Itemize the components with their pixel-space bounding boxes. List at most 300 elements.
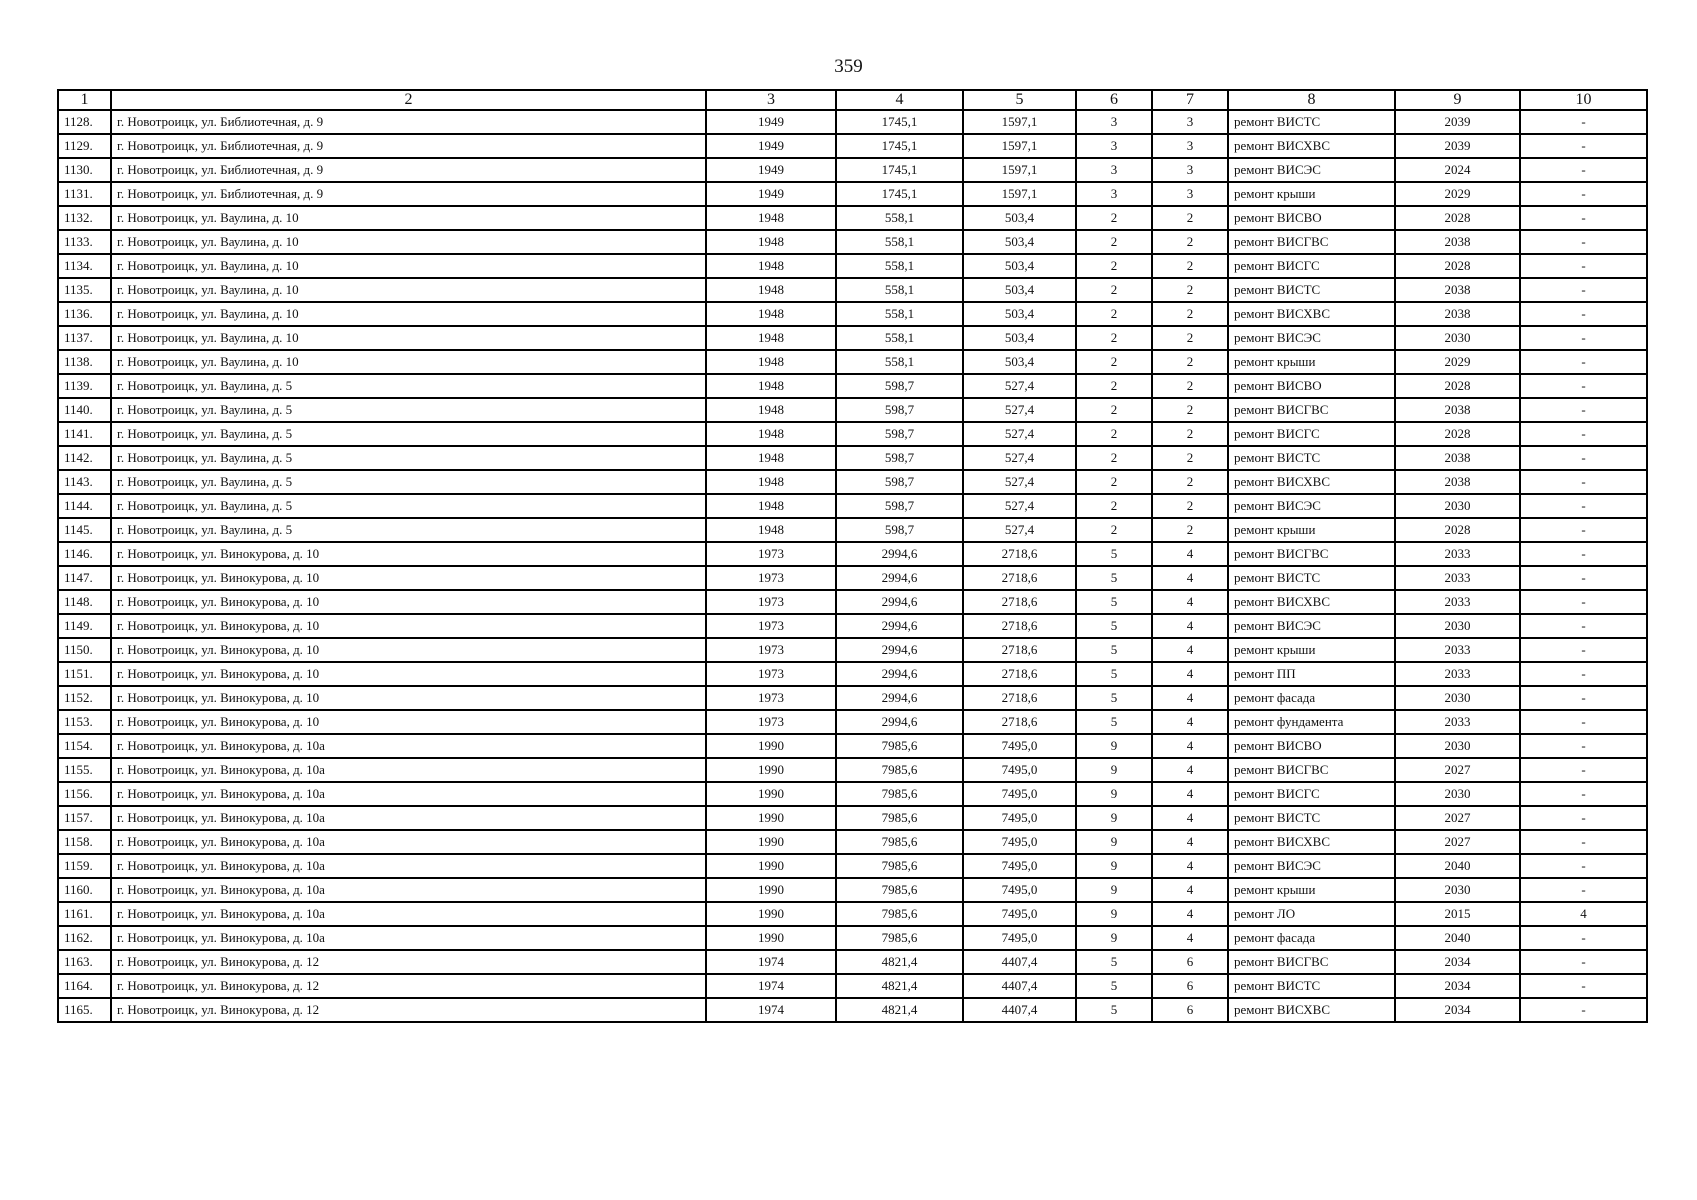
column-header: 7 bbox=[1152, 90, 1228, 110]
planned-year-cell: 2034 bbox=[1395, 998, 1520, 1022]
column-10-value-cell: - bbox=[1520, 206, 1647, 230]
column-10-value-cell: - bbox=[1520, 230, 1647, 254]
row-number-cell: 1152. bbox=[58, 686, 111, 710]
table-body bbox=[58, 110, 1647, 1022]
total-area-cell: 1745,1 bbox=[836, 134, 963, 158]
column-header: 5 bbox=[963, 90, 1076, 110]
floors-cell: 3 bbox=[1076, 110, 1152, 134]
row-number-cell: 1155. bbox=[58, 758, 111, 782]
total-area-cell: 2994,6 bbox=[836, 566, 963, 590]
total-area-cell: 7985,6 bbox=[836, 734, 963, 758]
living-area-cell: 2718,6 bbox=[963, 710, 1076, 734]
year-built-cell: 1948 bbox=[706, 254, 836, 278]
total-area-cell: 7985,6 bbox=[836, 830, 963, 854]
living-area-cell: 503,4 bbox=[963, 278, 1076, 302]
address-cell: г. Новотроицк, ул. Винокурова, д. 10 bbox=[111, 614, 706, 638]
address-cell: г. Новотроицк, ул. Винокурова, д. 10 bbox=[111, 542, 706, 566]
living-area-cell: 7495,0 bbox=[963, 830, 1076, 854]
floors-cell: 9 bbox=[1076, 830, 1152, 854]
column-10-value-cell: - bbox=[1520, 854, 1647, 878]
table-row bbox=[58, 998, 1647, 1022]
work-type-cell: ремонт ВИСХВС bbox=[1228, 134, 1395, 158]
total-area-cell: 598,7 bbox=[836, 374, 963, 398]
floors-cell: 3 bbox=[1076, 182, 1152, 206]
year-built-cell: 1990 bbox=[706, 902, 836, 926]
work-type-cell: ремонт ВИСТС bbox=[1228, 566, 1395, 590]
floors-cell: 3 bbox=[1076, 158, 1152, 182]
floors-cell: 9 bbox=[1076, 806, 1152, 830]
year-built-cell: 1990 bbox=[706, 854, 836, 878]
work-type-cell: ремонт крыши bbox=[1228, 638, 1395, 662]
column-10-value-cell: - bbox=[1520, 878, 1647, 902]
work-type-cell: ремонт ВИСТС bbox=[1228, 806, 1395, 830]
planned-year-cell: 2024 bbox=[1395, 158, 1520, 182]
column-10-value-cell: - bbox=[1520, 782, 1647, 806]
entrances-cell: 2 bbox=[1152, 278, 1228, 302]
total-area-cell: 7985,6 bbox=[836, 878, 963, 902]
planned-year-cell: 2038 bbox=[1395, 278, 1520, 302]
entrances-cell: 2 bbox=[1152, 446, 1228, 470]
floors-cell: 2 bbox=[1076, 326, 1152, 350]
total-area-cell: 598,7 bbox=[836, 470, 963, 494]
work-type-cell: ремонт ВИСЭС bbox=[1228, 494, 1395, 518]
column-10-value-cell: - bbox=[1520, 542, 1647, 566]
table-row bbox=[58, 374, 1647, 398]
planned-year-cell: 2039 bbox=[1395, 110, 1520, 134]
address-cell: г. Новотроицк, ул. Ваулина, д. 10 bbox=[111, 350, 706, 374]
planned-year-cell: 2029 bbox=[1395, 350, 1520, 374]
planned-year-cell: 2030 bbox=[1395, 686, 1520, 710]
entrances-cell: 2 bbox=[1152, 206, 1228, 230]
entrances-cell: 2 bbox=[1152, 302, 1228, 326]
table-row bbox=[58, 278, 1647, 302]
entrances-cell: 4 bbox=[1152, 590, 1228, 614]
living-area-cell: 7495,0 bbox=[963, 902, 1076, 926]
column-10-value-cell: - bbox=[1520, 662, 1647, 686]
floors-cell: 9 bbox=[1076, 734, 1152, 758]
address-cell: г. Новотроицк, ул. Библиотечная, д. 9 bbox=[111, 110, 706, 134]
living-area-cell: 2718,6 bbox=[963, 614, 1076, 638]
floors-cell: 5 bbox=[1076, 590, 1152, 614]
address-cell: г. Новотроицк, ул. Библиотечная, д. 9 bbox=[111, 158, 706, 182]
planned-year-cell: 2038 bbox=[1395, 470, 1520, 494]
year-built-cell: 1948 bbox=[706, 326, 836, 350]
total-area-cell: 2994,6 bbox=[836, 686, 963, 710]
column-header: 3 bbox=[706, 90, 836, 110]
total-area-cell: 558,1 bbox=[836, 350, 963, 374]
work-type-cell: ремонт ВИСХВС bbox=[1228, 302, 1395, 326]
total-area-cell: 1745,1 bbox=[836, 182, 963, 206]
page-number: 359 bbox=[834, 56, 863, 77]
living-area-cell: 527,4 bbox=[963, 518, 1076, 542]
planned-year-cell: 2027 bbox=[1395, 806, 1520, 830]
year-built-cell: 1948 bbox=[706, 422, 836, 446]
table-row bbox=[58, 398, 1647, 422]
living-area-cell: 503,4 bbox=[963, 326, 1076, 350]
column-10-value-cell: - bbox=[1520, 806, 1647, 830]
entrances-cell: 2 bbox=[1152, 326, 1228, 350]
planned-year-cell: 2028 bbox=[1395, 374, 1520, 398]
entrances-cell: 6 bbox=[1152, 998, 1228, 1022]
table-row bbox=[58, 182, 1647, 206]
entrances-cell: 4 bbox=[1152, 878, 1228, 902]
floors-cell: 2 bbox=[1076, 350, 1152, 374]
year-built-cell: 1974 bbox=[706, 998, 836, 1022]
year-built-cell: 1990 bbox=[706, 806, 836, 830]
row-number-cell: 1129. bbox=[58, 134, 111, 158]
work-type-cell: ремонт ВИСТС bbox=[1228, 446, 1395, 470]
table-row bbox=[58, 926, 1647, 950]
entrances-cell: 2 bbox=[1152, 230, 1228, 254]
total-area-cell: 7985,6 bbox=[836, 902, 963, 926]
planned-year-cell: 2034 bbox=[1395, 950, 1520, 974]
table-row bbox=[58, 566, 1647, 590]
row-number-cell: 1140. bbox=[58, 398, 111, 422]
entrances-cell: 2 bbox=[1152, 350, 1228, 374]
planned-year-cell: 2040 bbox=[1395, 854, 1520, 878]
row-number-cell: 1161. bbox=[58, 902, 111, 926]
address-cell: г. Новотроицк, ул. Ваулина, д. 10 bbox=[111, 230, 706, 254]
row-number-cell: 1154. bbox=[58, 734, 111, 758]
column-10-value-cell: - bbox=[1520, 830, 1647, 854]
work-type-cell: ремонт ВИСГВС bbox=[1228, 758, 1395, 782]
floors-cell: 2 bbox=[1076, 302, 1152, 326]
table-row bbox=[58, 782, 1647, 806]
column-header: 8 bbox=[1228, 90, 1395, 110]
address-cell: г. Новотроицк, ул. Ваулина, д. 10 bbox=[111, 278, 706, 302]
column-10-value-cell: - bbox=[1520, 110, 1647, 134]
planned-year-cell: 2038 bbox=[1395, 230, 1520, 254]
total-area-cell: 558,1 bbox=[836, 230, 963, 254]
table-row bbox=[58, 494, 1647, 518]
row-number-cell: 1157. bbox=[58, 806, 111, 830]
entrances-cell: 4 bbox=[1152, 806, 1228, 830]
planned-year-cell: 2030 bbox=[1395, 782, 1520, 806]
year-built-cell: 1990 bbox=[706, 878, 836, 902]
total-area-cell: 7985,6 bbox=[836, 782, 963, 806]
living-area-cell: 527,4 bbox=[963, 446, 1076, 470]
column-10-value-cell: - bbox=[1520, 590, 1647, 614]
row-number-cell: 1136. bbox=[58, 302, 111, 326]
total-area-cell: 558,1 bbox=[836, 254, 963, 278]
row-number-cell: 1144. bbox=[58, 494, 111, 518]
living-area-cell: 2718,6 bbox=[963, 566, 1076, 590]
address-cell: г. Новотроицк, ул. Ваулина, д. 5 bbox=[111, 494, 706, 518]
planned-year-cell: 2030 bbox=[1395, 878, 1520, 902]
entrances-cell: 3 bbox=[1152, 182, 1228, 206]
row-number-cell: 1131. bbox=[58, 182, 111, 206]
floors-cell: 3 bbox=[1076, 134, 1152, 158]
table-row bbox=[58, 806, 1647, 830]
year-built-cell: 1990 bbox=[706, 758, 836, 782]
work-type-cell: ремонт крыши bbox=[1228, 878, 1395, 902]
floors-cell: 5 bbox=[1076, 638, 1152, 662]
living-area-cell: 2718,6 bbox=[963, 686, 1076, 710]
row-number-cell: 1141. bbox=[58, 422, 111, 446]
address-cell: г. Новотроицк, ул. Винокурова, д. 10 bbox=[111, 710, 706, 734]
column-10-value-cell: - bbox=[1520, 422, 1647, 446]
entrances-cell: 2 bbox=[1152, 254, 1228, 278]
table-row bbox=[58, 422, 1647, 446]
planned-year-cell: 2030 bbox=[1395, 494, 1520, 518]
row-number-cell: 1137. bbox=[58, 326, 111, 350]
year-built-cell: 1949 bbox=[706, 182, 836, 206]
work-type-cell: ремонт фасада bbox=[1228, 926, 1395, 950]
row-number-cell: 1134. bbox=[58, 254, 111, 278]
entrances-cell: 4 bbox=[1152, 782, 1228, 806]
table-row bbox=[58, 158, 1647, 182]
work-type-cell: ремонт ВИСТС bbox=[1228, 974, 1395, 998]
total-area-cell: 2994,6 bbox=[836, 638, 963, 662]
work-type-cell: ремонт ВИСГС bbox=[1228, 254, 1395, 278]
total-area-cell: 598,7 bbox=[836, 422, 963, 446]
year-built-cell: 1973 bbox=[706, 614, 836, 638]
year-built-cell: 1973 bbox=[706, 710, 836, 734]
table-row bbox=[58, 662, 1647, 686]
floors-cell: 2 bbox=[1076, 470, 1152, 494]
floors-cell: 2 bbox=[1076, 374, 1152, 398]
floors-cell: 5 bbox=[1076, 614, 1152, 638]
table-row bbox=[58, 854, 1647, 878]
table-row bbox=[58, 902, 1647, 926]
address-cell: г. Новотроицк, ул. Ваулина, д. 5 bbox=[111, 446, 706, 470]
entrances-cell: 2 bbox=[1152, 398, 1228, 422]
address-cell: г. Новотроицк, ул. Винокурова, д. 10 bbox=[111, 638, 706, 662]
row-number-cell: 1146. bbox=[58, 542, 111, 566]
year-built-cell: 1948 bbox=[706, 470, 836, 494]
work-type-cell: ремонт ВИСТС bbox=[1228, 110, 1395, 134]
year-built-cell: 1973 bbox=[706, 686, 836, 710]
year-built-cell: 1948 bbox=[706, 518, 836, 542]
floors-cell: 9 bbox=[1076, 902, 1152, 926]
floors-cell: 5 bbox=[1076, 662, 1152, 686]
row-number-cell: 1142. bbox=[58, 446, 111, 470]
living-area-cell: 2718,6 bbox=[963, 590, 1076, 614]
table-row bbox=[58, 326, 1647, 350]
column-10-value-cell: - bbox=[1520, 566, 1647, 590]
living-area-cell: 527,4 bbox=[963, 494, 1076, 518]
entrances-cell: 2 bbox=[1152, 518, 1228, 542]
total-area-cell: 2994,6 bbox=[836, 590, 963, 614]
year-built-cell: 1949 bbox=[706, 158, 836, 182]
column-header: 4 bbox=[836, 90, 963, 110]
living-area-cell: 4407,4 bbox=[963, 950, 1076, 974]
row-number-cell: 1160. bbox=[58, 878, 111, 902]
table-row bbox=[58, 878, 1647, 902]
column-header: 1 bbox=[58, 90, 111, 110]
column-header: 2 bbox=[111, 90, 706, 110]
work-type-cell: ремонт ВИСТС bbox=[1228, 278, 1395, 302]
year-built-cell: 1948 bbox=[706, 302, 836, 326]
floors-cell: 9 bbox=[1076, 758, 1152, 782]
address-cell: г. Новотроицк, ул. Винокурова, д. 10а bbox=[111, 878, 706, 902]
row-number-cell: 1128. bbox=[58, 110, 111, 134]
planned-year-cell: 2030 bbox=[1395, 326, 1520, 350]
address-cell: г. Новотроицк, ул. Винокурова, д. 10 bbox=[111, 566, 706, 590]
entrances-cell: 4 bbox=[1152, 830, 1228, 854]
column-10-value-cell: - bbox=[1520, 926, 1647, 950]
living-area-cell: 7495,0 bbox=[963, 758, 1076, 782]
column-10-value-cell: - bbox=[1520, 686, 1647, 710]
table-row bbox=[58, 686, 1647, 710]
row-number-cell: 1153. bbox=[58, 710, 111, 734]
address-cell: г. Новотроицк, ул. Винокурова, д. 12 bbox=[111, 998, 706, 1022]
total-area-cell: 7985,6 bbox=[836, 806, 963, 830]
row-number-cell: 1164. bbox=[58, 974, 111, 998]
planned-year-cell: 2033 bbox=[1395, 710, 1520, 734]
year-built-cell: 1973 bbox=[706, 590, 836, 614]
entrances-cell: 6 bbox=[1152, 974, 1228, 998]
living-area-cell: 7495,0 bbox=[963, 854, 1076, 878]
row-number-cell: 1145. bbox=[58, 518, 111, 542]
row-number-cell: 1163. bbox=[58, 950, 111, 974]
living-area-cell: 503,4 bbox=[963, 230, 1076, 254]
entrances-cell: 2 bbox=[1152, 374, 1228, 398]
row-number-cell: 1133. bbox=[58, 230, 111, 254]
floors-cell: 2 bbox=[1076, 254, 1152, 278]
work-type-cell: ремонт ВИСВО bbox=[1228, 206, 1395, 230]
row-number-cell: 1130. bbox=[58, 158, 111, 182]
total-area-cell: 558,1 bbox=[836, 278, 963, 302]
work-type-cell: ремонт ВИСГВС bbox=[1228, 230, 1395, 254]
year-built-cell: 1948 bbox=[706, 494, 836, 518]
living-area-cell: 1597,1 bbox=[963, 134, 1076, 158]
year-built-cell: 1973 bbox=[706, 662, 836, 686]
column-10-value-cell: - bbox=[1520, 134, 1647, 158]
total-area-cell: 598,7 bbox=[836, 446, 963, 470]
column-10-value-cell: - bbox=[1520, 494, 1647, 518]
year-built-cell: 1948 bbox=[706, 398, 836, 422]
address-cell: г. Новотроицк, ул. Винокурова, д. 10а bbox=[111, 902, 706, 926]
work-type-cell: ремонт ВИСВО bbox=[1228, 734, 1395, 758]
table-row bbox=[58, 230, 1647, 254]
column-header: 6 bbox=[1076, 90, 1152, 110]
living-area-cell: 1597,1 bbox=[963, 182, 1076, 206]
total-area-cell: 4821,4 bbox=[836, 950, 963, 974]
living-area-cell: 527,4 bbox=[963, 398, 1076, 422]
total-area-cell: 7985,6 bbox=[836, 758, 963, 782]
table-row bbox=[58, 518, 1647, 542]
row-number-cell: 1158. bbox=[58, 830, 111, 854]
column-10-value-cell: - bbox=[1520, 278, 1647, 302]
total-area-cell: 1745,1 bbox=[836, 110, 963, 134]
row-number-cell: 1139. bbox=[58, 374, 111, 398]
planned-year-cell: 2033 bbox=[1395, 662, 1520, 686]
entrances-cell: 4 bbox=[1152, 854, 1228, 878]
work-type-cell: ремонт крыши bbox=[1228, 518, 1395, 542]
planned-year-cell: 2039 bbox=[1395, 134, 1520, 158]
total-area-cell: 558,1 bbox=[836, 206, 963, 230]
living-area-cell: 2718,6 bbox=[963, 662, 1076, 686]
floors-cell: 5 bbox=[1076, 686, 1152, 710]
work-type-cell: ремонт ВИСГС bbox=[1228, 782, 1395, 806]
column-10-value-cell: - bbox=[1520, 350, 1647, 374]
entrances-cell: 4 bbox=[1152, 638, 1228, 662]
entrances-cell: 3 bbox=[1152, 110, 1228, 134]
column-10-value-cell: - bbox=[1520, 950, 1647, 974]
address-cell: г. Новотроицк, ул. Винокурова, д. 10а bbox=[111, 734, 706, 758]
row-number-cell: 1135. bbox=[58, 278, 111, 302]
row-number-cell: 1165. bbox=[58, 998, 111, 1022]
entrances-cell: 3 bbox=[1152, 158, 1228, 182]
column-10-value-cell: - bbox=[1520, 614, 1647, 638]
living-area-cell: 2718,6 bbox=[963, 638, 1076, 662]
row-number-cell: 1150. bbox=[58, 638, 111, 662]
row-number-cell: 1162. bbox=[58, 926, 111, 950]
year-built-cell: 1990 bbox=[706, 830, 836, 854]
total-area-cell: 2994,6 bbox=[836, 542, 963, 566]
year-built-cell: 1949 bbox=[706, 134, 836, 158]
living-area-cell: 527,4 bbox=[963, 470, 1076, 494]
total-area-cell: 2994,6 bbox=[836, 710, 963, 734]
planned-year-cell: 2028 bbox=[1395, 422, 1520, 446]
floors-cell: 2 bbox=[1076, 398, 1152, 422]
work-type-cell: ремонт фундамента bbox=[1228, 710, 1395, 734]
table-row bbox=[58, 974, 1647, 998]
planned-year-cell: 2038 bbox=[1395, 446, 1520, 470]
column-10-value-cell: 4 bbox=[1520, 902, 1647, 926]
floors-cell: 2 bbox=[1076, 278, 1152, 302]
floors-cell: 2 bbox=[1076, 518, 1152, 542]
row-number-cell: 1159. bbox=[58, 854, 111, 878]
column-10-value-cell: - bbox=[1520, 998, 1647, 1022]
table-row bbox=[58, 134, 1647, 158]
work-type-cell: ремонт ВИСХВС bbox=[1228, 830, 1395, 854]
entrances-cell: 4 bbox=[1152, 614, 1228, 638]
entrances-cell: 2 bbox=[1152, 494, 1228, 518]
living-area-cell: 7495,0 bbox=[963, 782, 1076, 806]
living-area-cell: 527,4 bbox=[963, 422, 1076, 446]
address-cell: г. Новотроицк, ул. Винокурова, д. 10а bbox=[111, 782, 706, 806]
column-10-value-cell: - bbox=[1520, 734, 1647, 758]
year-built-cell: 1948 bbox=[706, 446, 836, 470]
year-built-cell: 1948 bbox=[706, 374, 836, 398]
address-cell: г. Новотроицк, ул. Ваулина, д. 10 bbox=[111, 254, 706, 278]
work-type-cell: ремонт ВИСЭС bbox=[1228, 614, 1395, 638]
entrances-cell: 4 bbox=[1152, 710, 1228, 734]
floors-cell: 2 bbox=[1076, 206, 1152, 230]
work-type-cell: ремонт фасада bbox=[1228, 686, 1395, 710]
floors-cell: 9 bbox=[1076, 878, 1152, 902]
column-10-value-cell: - bbox=[1520, 326, 1647, 350]
row-number-cell: 1147. bbox=[58, 566, 111, 590]
table-row bbox=[58, 350, 1647, 374]
work-type-cell: ремонт ВИСГВС bbox=[1228, 398, 1395, 422]
table-row bbox=[58, 638, 1647, 662]
row-number-cell: 1138. bbox=[58, 350, 111, 374]
column-10-value-cell: - bbox=[1520, 974, 1647, 998]
entrances-cell: 4 bbox=[1152, 902, 1228, 926]
planned-year-cell: 2028 bbox=[1395, 254, 1520, 278]
planned-year-cell: 2029 bbox=[1395, 182, 1520, 206]
address-cell: г. Новотроицк, ул. Винокурова, д. 12 bbox=[111, 974, 706, 998]
total-area-cell: 4821,4 bbox=[836, 974, 963, 998]
planned-year-cell: 2033 bbox=[1395, 590, 1520, 614]
table-row bbox=[58, 590, 1647, 614]
floors-cell: 9 bbox=[1076, 926, 1152, 950]
total-area-cell: 598,7 bbox=[836, 494, 963, 518]
floors-cell: 5 bbox=[1076, 566, 1152, 590]
work-type-cell: ремонт ПП bbox=[1228, 662, 1395, 686]
column-10-value-cell: - bbox=[1520, 518, 1647, 542]
entrances-cell: 4 bbox=[1152, 686, 1228, 710]
living-area-cell: 527,4 bbox=[963, 374, 1076, 398]
entrances-cell: 4 bbox=[1152, 734, 1228, 758]
column-10-value-cell: - bbox=[1520, 374, 1647, 398]
work-type-cell: ремонт ВИСХВС bbox=[1228, 998, 1395, 1022]
row-number-cell: 1156. bbox=[58, 782, 111, 806]
living-area-cell: 503,4 bbox=[963, 254, 1076, 278]
